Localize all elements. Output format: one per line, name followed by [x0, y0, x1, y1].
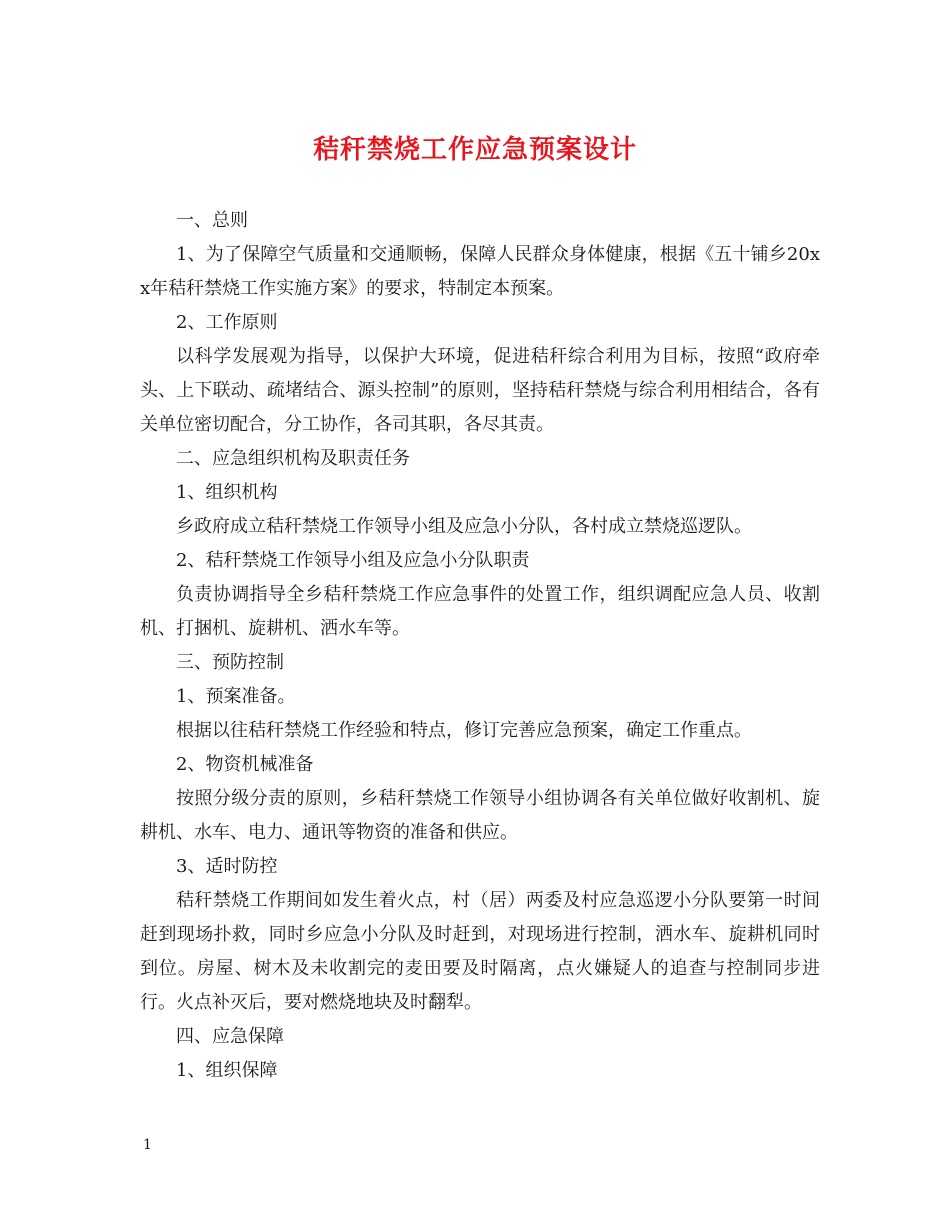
heading-organization: 二、应急组织机构及职责任务 — [176, 448, 410, 469]
subheading-timely-control: 3、适时防控 — [176, 856, 278, 877]
subheading-materials: 2、物资机械准备 — [176, 754, 314, 775]
paragraph-org-structure: 乡政府成立秸秆禁烧工作领导小组及应急小分队，各村成立禁烧巡逻队。 — [176, 516, 752, 537]
paragraph-timely-control: 秸秆禁烧工作期间如发生着火点，村（居）两委及村应急巡逻小分队要第一时间赶到现场扑救，同时乡应急小分队及时赶到，对现场进行控制，洒水车、旋耕机同时到位。房屋、树木及未收割完的麦田要及时隔离，点火嫌疑人的追查与控制同步进行。火点补灭后，要对燃烧地块及时翻犁。 — [140, 890, 820, 1013]
subheading-plan-prep: 1、预案准备。 — [176, 686, 296, 707]
paragraph-duties: 负责协调指导全乡秸秆禁烧工作应急事件的处置工作，组织调配应急人员、收割机、打捆机、旋耕机、洒水车等。 — [140, 584, 820, 639]
document-title: 秸秆禁烧工作应急预案设计 — [312, 135, 637, 165]
page-number: 1 — [143, 1137, 152, 1153]
heading-general: 一、总则 — [176, 210, 248, 231]
paragraph-purpose: 1、为了保障空气质量和交通顺畅，保障人民群众身体健康，根据《五十铺乡20xx年秸秆禁烧工作实施方案》的要求，特制定本预案。 — [140, 244, 820, 299]
paragraph-plan-prep: 根据以往秸秆禁烧工作经验和特点，修订完善应急预案，确定工作重点。 — [176, 720, 752, 741]
subheading-org-guarantee: 1、组织保障 — [176, 1060, 278, 1081]
heading-guarantee: 四、应急保障 — [176, 1026, 284, 1047]
paragraph-materials: 按照分级分责的原则，乡秸秆禁烧工作领导小组协调各有关单位做好收割机、旋耕机、水车、电力、通讯等物资的准备和供应。 — [140, 788, 820, 843]
subheading-principles: 2、工作原则 — [176, 312, 278, 333]
document-body — [140, 204, 820, 1088]
heading-prevention: 三、预防控制 — [176, 652, 284, 673]
subheading-duties: 2、秸秆禁烧工作领导小组及应急小分队职责 — [176, 550, 530, 571]
paragraph-principles: 以科学发展观为指导，以保护大环境，促进秸秆综合利用为目标，按照“政府牵头、上下联动、疏堵结合、源头控制”的原则，坚持秸秆禁烧与综合利用相结合，各有关单位密切配合，分工协作，各司其职，各尽其责。 — [140, 346, 820, 435]
subheading-org-structure: 1、组织机构 — [176, 482, 278, 503]
